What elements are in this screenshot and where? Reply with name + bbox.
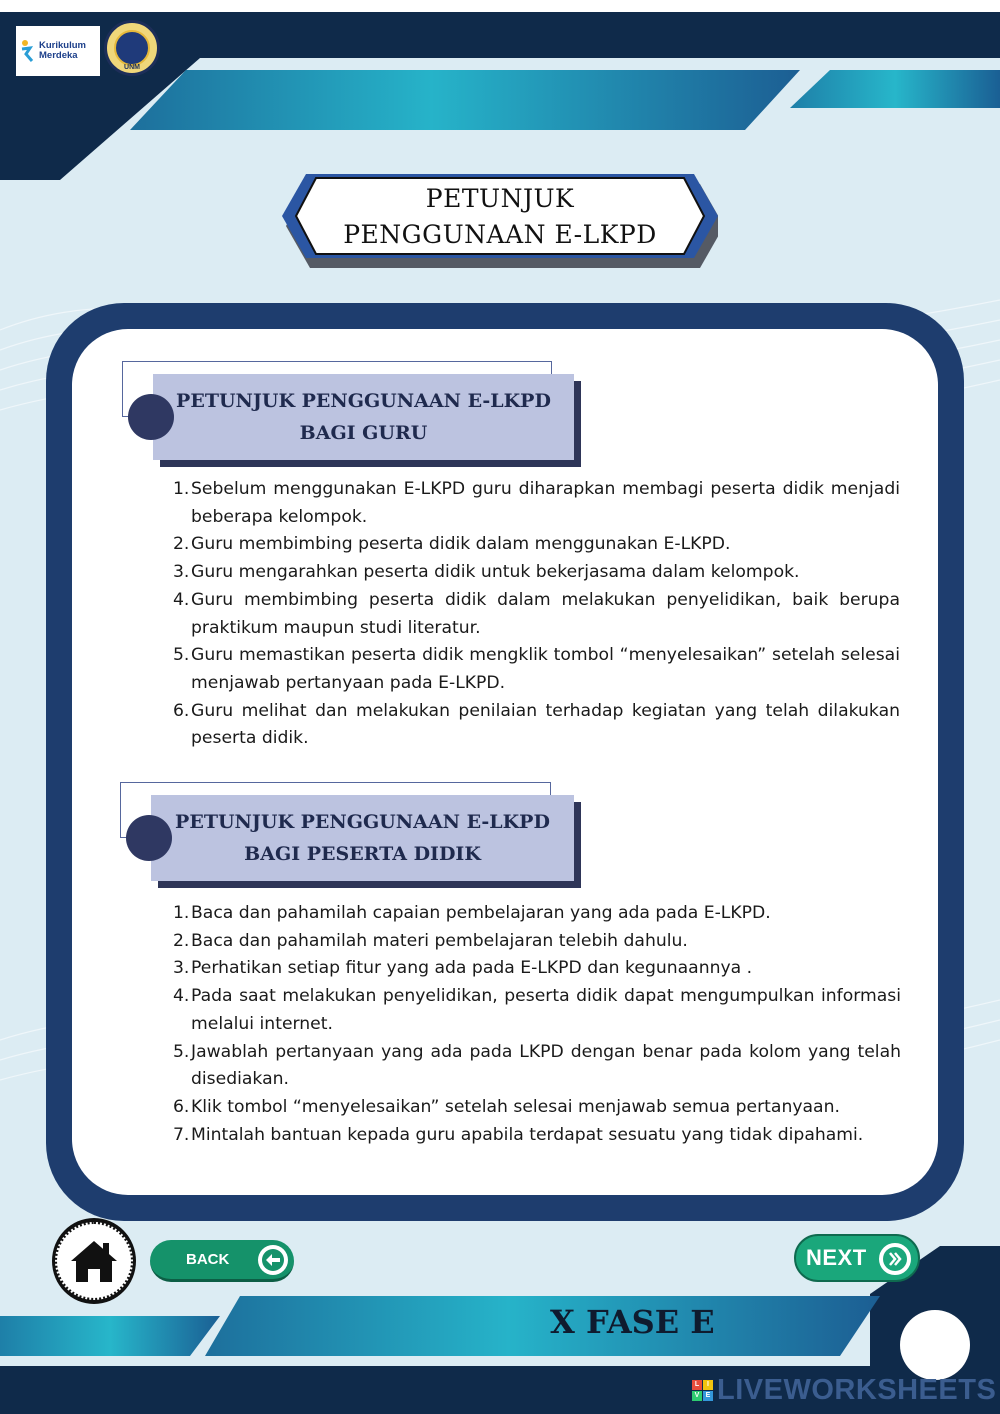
seal-abbr: UNM <box>124 64 140 71</box>
item-text: Guru mengarahkan peserta didik untuk bekerjasama dalam kelompok. <box>191 562 800 583</box>
item-number: 3. <box>173 958 190 979</box>
liveworksheets-watermark <box>692 1374 996 1407</box>
section-siswa-bullet <box>126 815 172 861</box>
item-number: 3. <box>173 562 190 583</box>
item-number: 6. <box>173 700 190 721</box>
back-button[interactable] <box>150 1240 294 1282</box>
guru-list-item <box>173 642 900 697</box>
guru-list-item <box>173 476 900 531</box>
siswa-list-item <box>173 955 901 983</box>
item-text: Perhatikan setiap fitur yang ada pada E-LKPD dan kegunaannya . <box>191 958 753 979</box>
home-icon <box>70 1239 118 1283</box>
item-text: Guru melihat dan melakukan penilaian terhadap kegiatan yang telah dilakukan peserta didik. <box>191 700 900 749</box>
section-guru-heading-line-2: BAGI GURU <box>299 422 428 444</box>
siswa-instruction-list <box>173 900 901 1149</box>
guru-list-item <box>173 531 900 559</box>
siswa-list-item <box>173 1094 901 1122</box>
figure-icon <box>20 39 36 63</box>
item-text: Baca dan pahamilah capaian pembelajaran yang ada pada E-LKPD. <box>191 903 771 923</box>
item-text: Klik tombol “menyelesaikan” setelah selesai menjawab semua pertanyaan. <box>191 1096 840 1117</box>
item-text: Jawablah pertanyaan yang ada pada LKPD dengan benar pada kolom yang telah disediakan. <box>191 1041 901 1090</box>
guru-instruction-list <box>173 476 900 753</box>
logo-text: Kurikulum Merdeka <box>39 40 86 61</box>
item-number: 5. <box>173 1041 190 1062</box>
item-number: 2. <box>173 930 190 951</box>
siswa-list-item <box>173 983 901 1038</box>
item-text: Guru memastikan peserta didik mengklik tombol “menyelesaikan” setelah selesai menjawab pertanyaan pada E-LKPD. <box>191 645 900 693</box>
home-button[interactable] <box>52 1218 136 1304</box>
item-text: Mintalah bantuan kepada guru apabila terdapat sesuatu yang tidak dipahami. <box>191 1124 864 1145</box>
item-number: 6. <box>173 1096 190 1117</box>
siswa-list-item <box>173 900 901 928</box>
decorative-white-circle <box>900 1310 970 1380</box>
item-number: 1. <box>173 903 190 923</box>
watermark-letter-v: V <box>692 1391 702 1401</box>
class-phase-label: X FASE E <box>550 1303 715 1341</box>
item-number: 5. <box>173 645 190 666</box>
title-line-2: PENGGUNAAN E-LKPD <box>343 220 657 249</box>
guru-list-item <box>173 698 900 753</box>
item-text: Sebelum menggunakan E-LKPD guru diharapkan membagi peserta didik menjadi beberapa kelompok. <box>191 479 900 527</box>
next-button[interactable] <box>794 1234 920 1282</box>
back-button-label: BACK <box>186 1251 230 1268</box>
item-text: Guru membimbing peserta didik dalam menggunakan E-LKPD. <box>191 534 731 555</box>
section-guru-heading <box>153 374 574 460</box>
watermark-letter-i: I <box>703 1380 713 1390</box>
next-chevron-icon <box>876 1240 914 1278</box>
siswa-list-item <box>173 1122 901 1150</box>
section-siswa-heading-line-1: PETUNJUK PENGGUNAAN E-LKPD <box>175 811 550 833</box>
siswa-list-item <box>173 1039 901 1094</box>
guru-list-item <box>173 559 900 587</box>
watermark-letter-e: E <box>703 1391 713 1401</box>
item-number: 4. <box>173 986 190 1007</box>
kurikulum-merdeka-logo <box>16 26 100 76</box>
next-button-label: NEXT <box>806 1245 867 1270</box>
section-siswa-heading <box>151 795 574 881</box>
item-number: 2. <box>173 534 190 555</box>
section-guru-bullet <box>128 394 174 440</box>
section-guru-heading-line-1: PETUNJUK PENGGUNAAN E-LKPD <box>176 390 551 412</box>
section-siswa-heading-line-2: BAGI PESERTA DIDIK <box>244 843 481 865</box>
liveworksheets-logo-icon <box>692 1380 713 1401</box>
item-number: 7. <box>173 1124 190 1145</box>
item-number: 4. <box>173 589 190 610</box>
guru-list-item <box>173 587 900 642</box>
back-arrow-icon <box>258 1245 288 1275</box>
item-text: Baca dan pahamilah materi pembelajaran telebih dahulu. <box>191 930 688 951</box>
item-text: Guru membimbing peserta didik dalam melakukan penyelidikan, baik berupa praktikum maupun studi literatur. <box>191 589 900 638</box>
watermark-letter-l: L <box>692 1380 702 1390</box>
item-number: 1. <box>173 479 190 499</box>
watermark-text: LIVEWORKSHEETS <box>717 1374 997 1406</box>
page-title-banner <box>282 172 718 270</box>
university-seal-logo <box>104 20 160 76</box>
title-line-1: PETUNJUK <box>425 184 575 213</box>
item-text: Pada saat melakukan penyelidikan, peserta didik dapat mengumpulkan informasi melalui internet. <box>191 986 901 1034</box>
siswa-list-item <box>173 928 901 956</box>
